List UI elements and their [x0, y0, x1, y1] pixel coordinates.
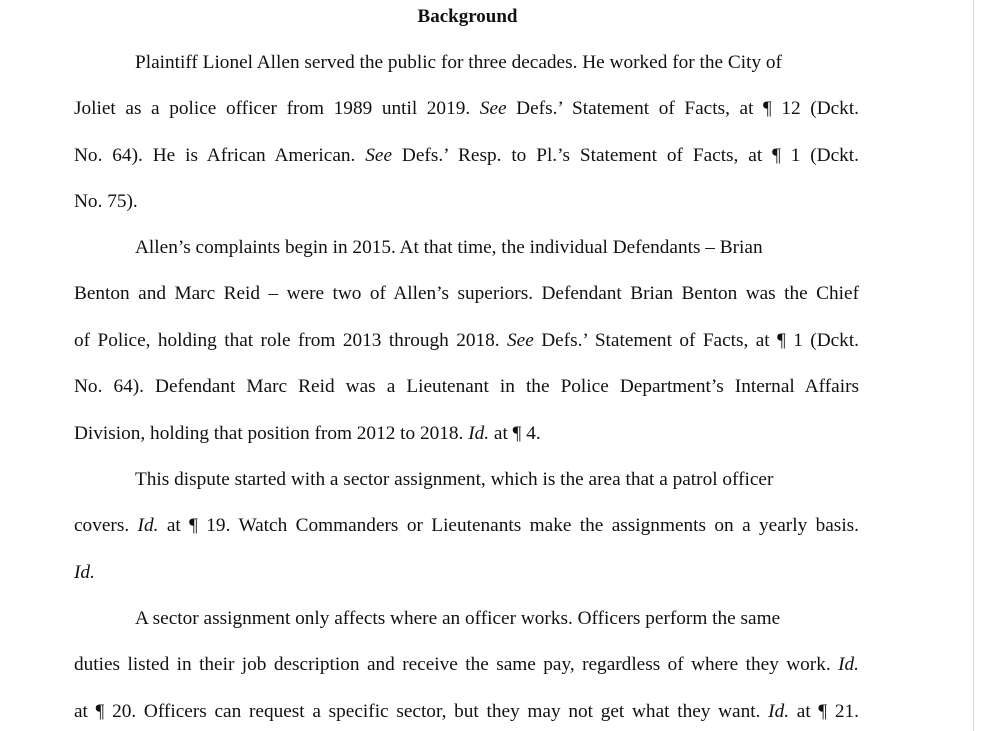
- text-run: A sector assignment only affects where an officer works. Officers perform the same: [135, 608, 781, 629]
- text-run: Joliet as a police officer from 1989 until 2019.: [74, 98, 480, 119]
- section-heading: Background: [417, 6, 518, 27]
- text-line: [74, 97, 859, 121]
- citation-signal: See: [479, 98, 507, 119]
- text-line: [74, 422, 541, 446]
- text-line: [74, 329, 859, 353]
- citation-signal: See: [365, 145, 393, 166]
- text-run: Defs.’ Resp. to Pl.’s Statement of Facts, at ¶ 1 (Dckt.: [392, 145, 859, 166]
- citation-signal: Id.: [137, 515, 159, 536]
- text-run: covers.: [74, 515, 138, 536]
- text-line: [74, 190, 138, 214]
- text-run: duties listed in their job description and receive the same pay, regardless of where they work.: [74, 654, 839, 675]
- citation-signal: Id.: [838, 654, 859, 675]
- text-run: No. 75).: [74, 191, 138, 212]
- text-run: of Police, holding that role from 2013 through 2018.: [74, 330, 508, 351]
- text-run: at ¶ 19. Watch Commanders or Lieutenants make the assignments on a yearly basis.: [158, 515, 859, 536]
- text-run: No. 64). He is African American.: [74, 145, 366, 166]
- text-line: [74, 561, 95, 585]
- text-run: Allen’s complaints begin in 2015. At that time, the individual Defendants – Brian: [135, 237, 763, 258]
- text-line: [74, 700, 859, 724]
- text-line: [74, 282, 859, 306]
- text-line: [74, 653, 859, 677]
- text-line: [74, 514, 859, 538]
- text-line: [74, 375, 859, 399]
- text-line: [135, 468, 773, 492]
- text-line: [135, 607, 780, 631]
- text-run: This dispute started with a sector assignment, which is the area that a patrol officer: [135, 469, 774, 490]
- text-run: at ¶ 21.: [789, 701, 859, 722]
- text-run: Plaintiff Lionel Allen served the public for three decades. He worked for the City of: [135, 52, 782, 73]
- text-run: at ¶ 4.: [489, 423, 541, 444]
- text-line: [135, 236, 763, 260]
- text-run: Defs.’ Statement of Facts, at ¶ 12 (Dckt.: [506, 98, 859, 119]
- citation-signal: Id.: [74, 562, 95, 583]
- text-run: No. 64). Defendant Marc Reid was a Lieutenant in the Police Department’s Internal Affairs: [74, 376, 859, 397]
- citation-signal: See: [507, 330, 534, 351]
- text-run: Defs.’ Statement of Facts, at ¶ 1 (Dckt.: [533, 330, 860, 351]
- citation-signal: Id.: [468, 423, 490, 444]
- text-run: at ¶ 20. Officers can request a specific sector, but they may not get what they want.: [74, 701, 769, 722]
- citation-signal: Id.: [768, 701, 790, 722]
- text-run: Benton and Marc Reid – were two of Allen’s superiors. Defendant Brian Benton was the Chief: [74, 283, 859, 304]
- text-line: [135, 51, 782, 75]
- text-run: Division, holding that position from 2012 to 2018.: [74, 423, 469, 444]
- text-line: [74, 144, 859, 168]
